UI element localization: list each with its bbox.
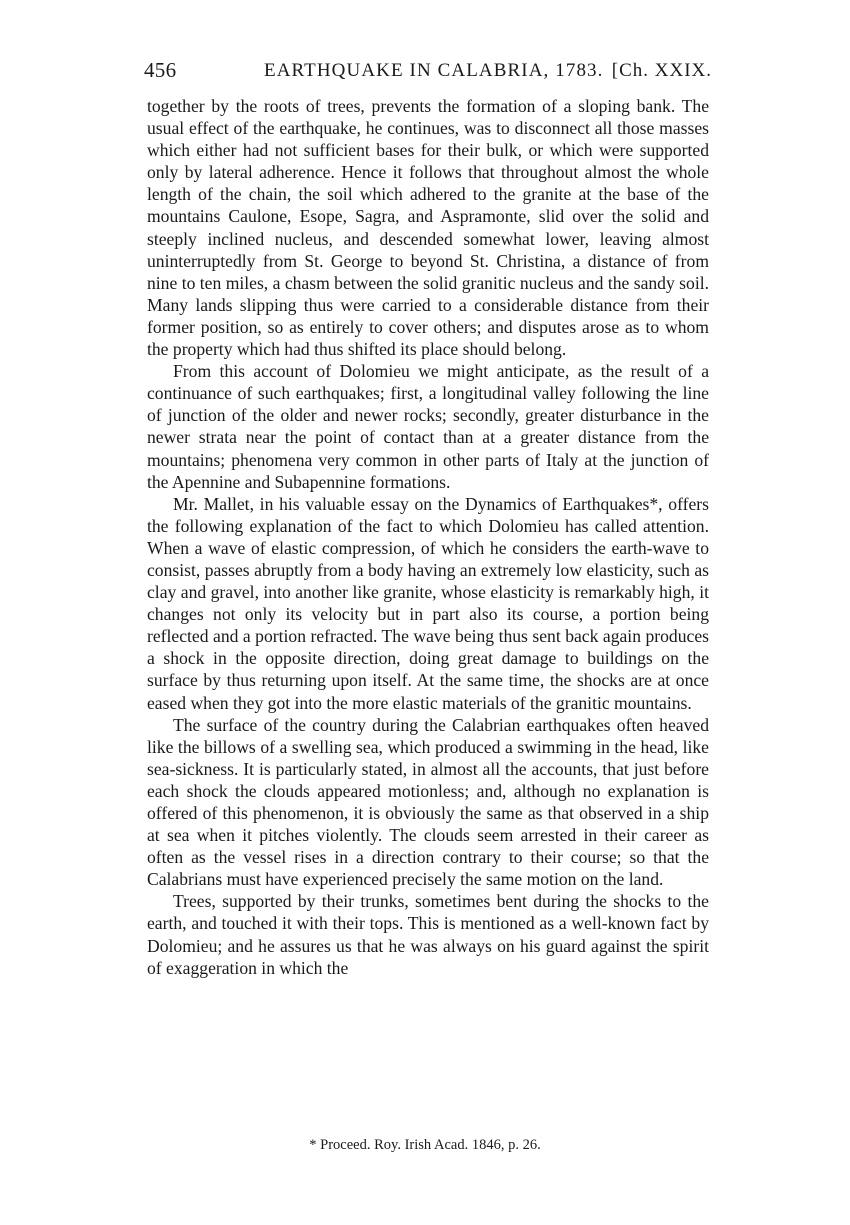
- paragraph: From this account of Dolomieu we might anticipate, as the result of a continuance of such earthquakes; first, a longitudinal valley following the line of junction of the older and newer rocks; secondly, greater disturbance in the newer strata near the point of contact than at a greater distance from the mountains; phenomena very common in other parts of Italy at the junction of the Apennine and Subapennine formations.: [147, 361, 709, 492]
- body-text: [147, 95, 709, 979]
- running-title: EARTHQUAKE IN CALABRIA, 1783.: [264, 60, 604, 81]
- chapter-marker: [Ch. XXIX.: [611, 60, 712, 81]
- paragraph-continued: together by the roots of trees, prevents the formation of a sloping bank. The usual effect of the earthquake, he continues, was to disconnect all those masses which either had not sufficient bases for their bulk, or which were supported only by lateral adherence. Hence it follows that throughout almost the whole length of the chain, the soil which adhered to the granite at the base of the mountains Caulone, Esope, Sagra, and Aspramonte, slid over the solid and steeply inclined nucleus, and descended somewhat lower, leaving almost uninterruptedly from St. George to beyond St. Christina, a distance of from nine to ten miles, a chasm between the solid granitic nucleus and the sandy soil. Many lands slipping thus were carried to a considerable distance from their former position, so as entirely to cover others; and disputes arose as to whom the property which had thus shifted its place should belong.: [147, 96, 709, 360]
- page-number: 456: [144, 58, 177, 82]
- paragraph: Mr. Mallet, in his valuable essay on the Dynamics of Earthquakes*, offers the following explanation of the fact to which Dolomieu has called attention. When a wave of elastic compression, of which he considers the earth-wave to consist, passes abruptly from a body having an extremely low elasticity, such as clay and gravel, into another like granite, whose elasticity is remarkably high, it changes not only its velocity but in part also its course, a portion being reflected and a portion refracted. The wave being thus sent back again produces a shock in the opposite direction, doing great damage to buildings on the surface by thus returning upon itself. At the same time, the shocks are at once eased when they got into the more elastic materials of the granitic mountains.: [147, 493, 709, 713]
- paragraph: Trees, supported by their trunks, sometimes bent during the shocks to the earth, and touched it with their tops. This is mentioned as a well-known fact by Dolomieu; and he assures us that he was always on his guard against the spirit of exaggeration in which the: [147, 891, 709, 978]
- footnote: * Proceed. Roy. Irish Acad. 1846, p. 26.: [309, 1137, 541, 1153]
- paragraph: The surface of the country during the Calabrian earthquakes often heaved like the billows of a swelling sea, which produced a swimming in the head, like sea-sickness. It is particularly stated, in almost all the accounts, that just before each shock the clouds appeared motionless; and, although no explanation is offered of this phenomenon, it is obviously the same as that observed in a ship at sea when it pitches violently. The clouds seem arrested in their career as often as the vessel rises in a direction contrary to their course; so that the Calabrians must have experienced precisely the same motion on the land.: [147, 714, 709, 890]
